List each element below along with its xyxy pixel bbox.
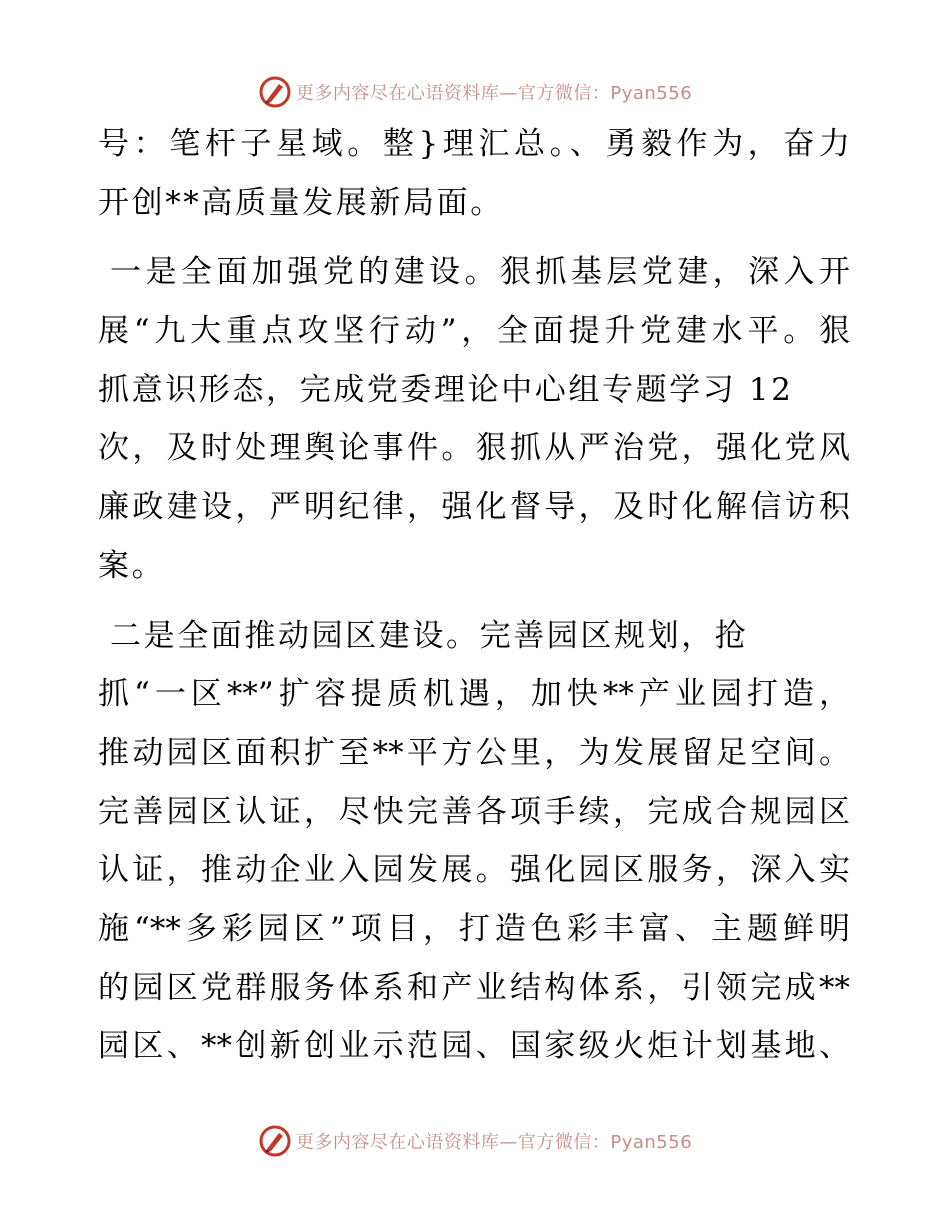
body-line: 二是全面推动园区建设。完善园区规划，抢 [110, 617, 749, 654]
document-body [98, 115, 850, 1076]
header-watermark [0, 72, 950, 112]
body-line: 展“九大重点攻坚行动”，全面提升党建水平。狠 [98, 313, 850, 350]
body-line: 抓“一区**”扩容提质机遇，加快**产业园打造， [98, 676, 850, 713]
pen-seal-icon [258, 75, 292, 109]
watermark-text: 更多内容尽在心语资料库—官方微信：Pyan556 [295, 1132, 693, 1153]
body-line: 认证，推动企业入园发展。强化园区服务，深入实 [98, 852, 850, 889]
pen-seal-icon [258, 1124, 292, 1158]
body-line: 完善园区认证，尽快完善各项手续，完成合规园区 [98, 793, 850, 830]
body-line: 园区、**创新创业示范园、国家级火炬计划基地、 [98, 1028, 850, 1065]
body-line: 施“**多彩园区”项目，打造色彩丰富、主题鲜明 [98, 910, 850, 947]
watermark-text: 更多内容尽在心语资料库—官方微信：Pyan556 [295, 83, 693, 104]
body-line: 抓意识形态，完成党委理论中心组专题学习 12 [98, 371, 794, 408]
body-line: 的园区党群服务体系和产业结构体系，引领完成** [98, 969, 850, 1006]
body-line: 廉政建设，严明纪律，强化督导，及时化解信访积 [98, 489, 850, 526]
body-line: 次，及时处理舆论事件。狠抓从严治党，强化党风 [98, 430, 850, 467]
body-line: 推动园区面积扩至**平方公里，为发展留足空间。 [98, 734, 850, 771]
body-line: 一是全面加强党的建设。狠抓基层党建，深入开 [110, 254, 850, 291]
body-line: 号：笔杆子星域。整}理汇总。、勇毅作为，奋力 [98, 126, 850, 162]
footer-watermark [0, 1121, 950, 1161]
body-line: 案。 [98, 547, 166, 584]
body-line: 开创**高质量发展新局面。 [98, 184, 504, 221]
